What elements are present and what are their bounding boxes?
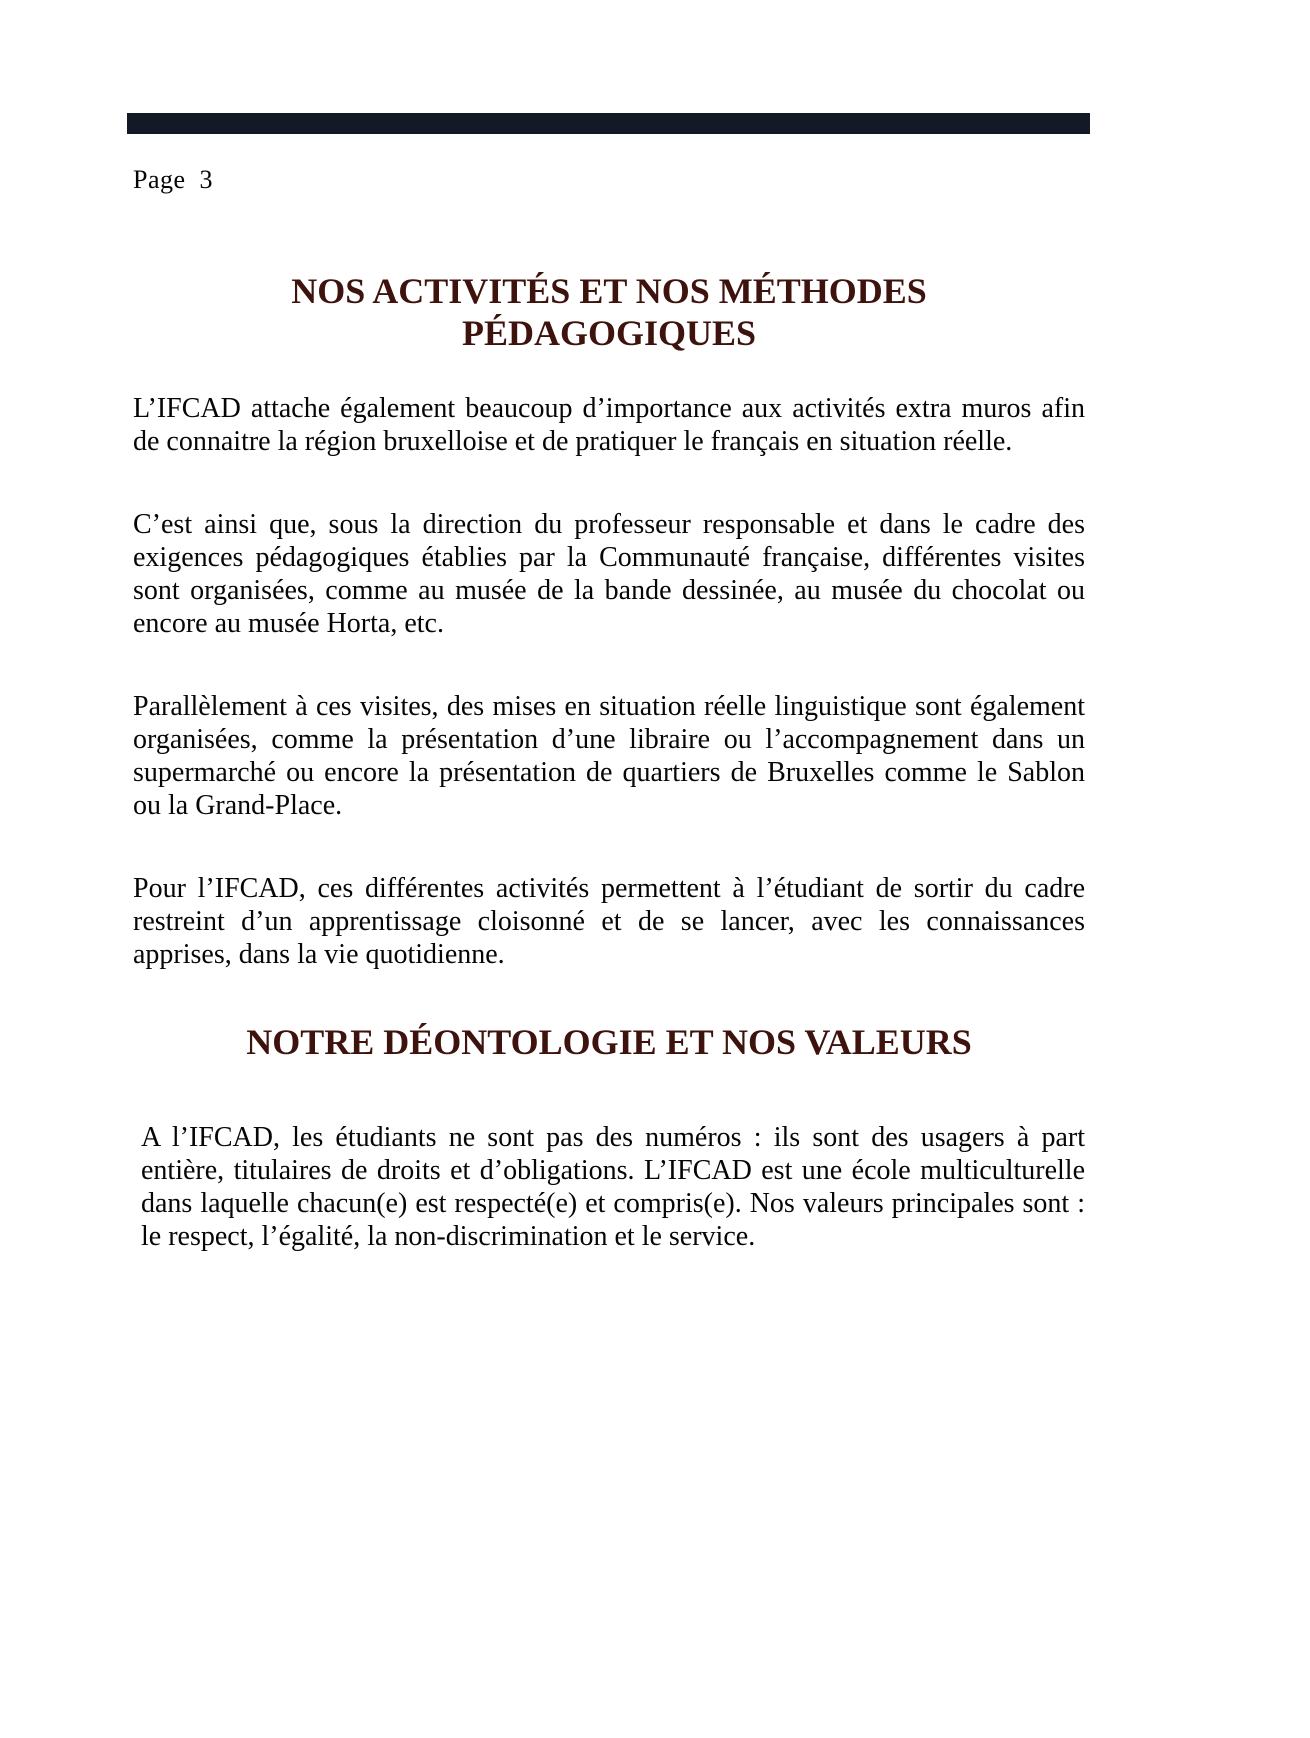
paragraph-activities-1: L’IFCAD attache également beaucoup d’importance aux activités extra muros afin de connaitre la région bruxelloise et de pratiquer le français en situation réelle. [133, 393, 1085, 457]
section-heading-deontologie: NOTRE DÉONTOLOGIE ET NOS VALEURS [246, 1022, 972, 1062]
paragraph-activities-3: Parallèlement à ces visites, des mises en situation réelle linguistique sont également organisées, comme la présentation d’une libraire ou l’accompagnement dans un supermarché ou encore la présentation de quartiers de Bruxelles comme le Sablon ou la Grand-Place. [133, 691, 1085, 821]
section-deontologie [133, 1021, 1085, 1253]
paragraph-deontologie-1: A l’IFCAD, les étudiants ne sont pas des numéros : ils sont des usagers à part entière, titulaires de droits et d’obligations. L’IFCAD est une école multiculturelle dans laquelle chacun(e) est respecté(e) et compris(e). Nos valeurs principales sont : le respect, l’égalité, la non-discrimination et le service. [141, 1122, 1085, 1252]
header-rule-bar [127, 113, 1090, 134]
paragraph-activities-4: Pour l’IFCAD, ces différentes activités permettent à l’étudiant de sortir du cadre restreint d’un apprentissage cloisonné et de se lancer, avec les connaissances apprises, dans la vie quotidienne. [133, 873, 1085, 970]
page-number: 3 [199, 165, 214, 194]
page-word: Page [133, 165, 186, 194]
paragraph-activities-2: C’est ainsi que, sous la direction du professeur responsable et dans le cadre des exigences pédagogiques établies par la Communauté française, différentes visites sont organisées, comme au musée de la bande dessinée, au musée du chocolat ou encore au musée Horta, etc. [133, 509, 1085, 639]
section-activities [133, 270, 1085, 971]
page-number-label [133, 165, 1085, 195]
document-body [133, 165, 1085, 1303]
section-heading-activities: NOS ACTIVITÉS ET NOS MÉTHODES PÉDAGOGIQUES [291, 271, 927, 353]
